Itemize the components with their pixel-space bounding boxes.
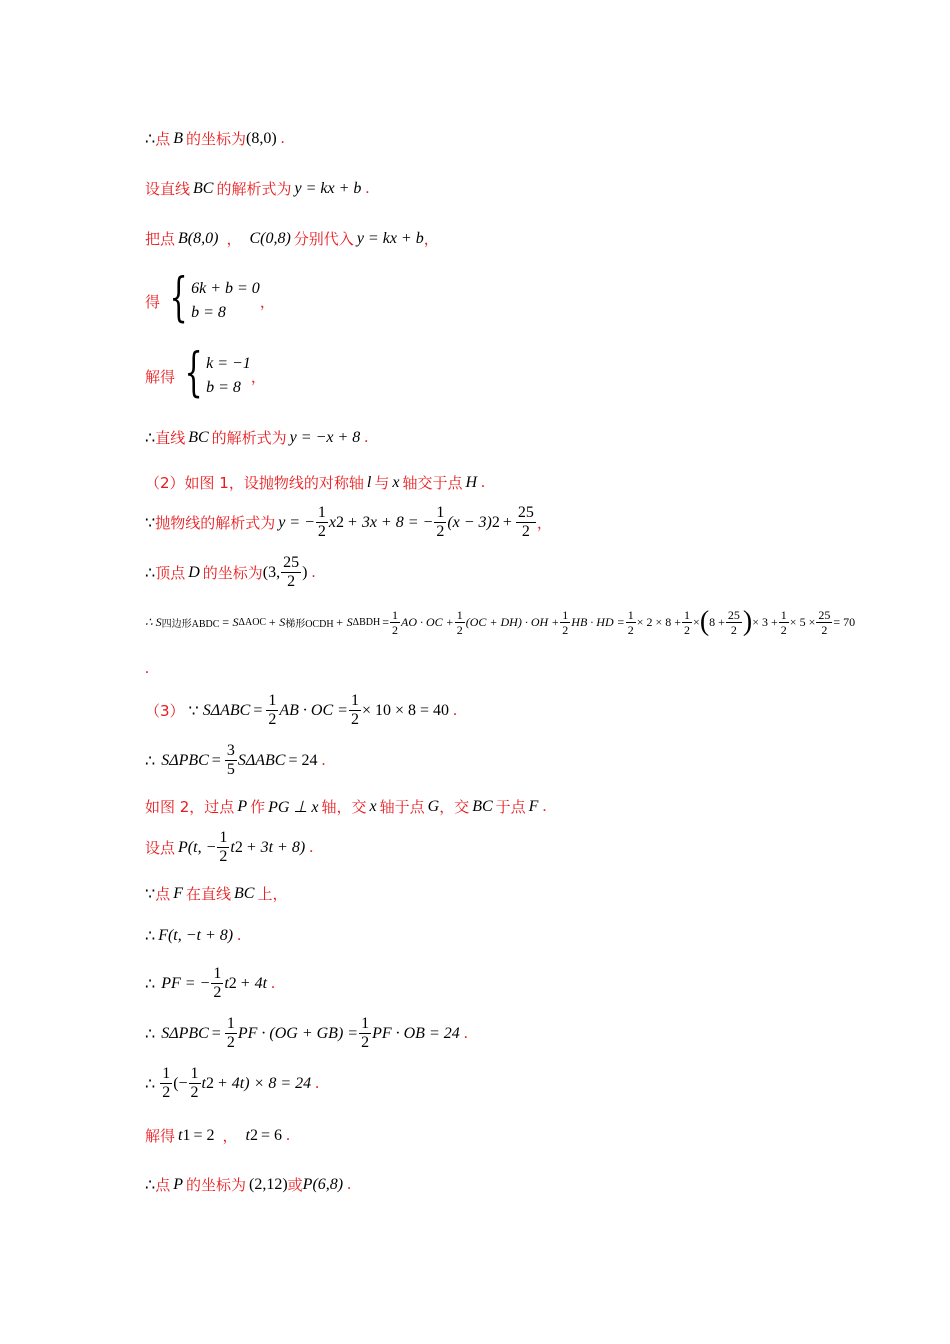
line-vertex-d: ∴ 顶点 D 的坐标为 (3, $\frac{25}{2}$ ) . [145, 554, 316, 590]
because-symbol: ∵ [145, 514, 156, 532]
right-paren: ) [742, 606, 753, 637]
line-area-sum: ∴ S 四边形ABDC = S ΔAOC + S 梯形OCDH + S ΔBDH = $\frac{1}{2}$ AO · OC + $\frac{1}{2}$ (OC + DH) · OH + $\frac{1}{2}$ HB · HD = $\frac{1}{2}$ × 2 × 8 + $\frac{1}{2}$ × ( 8 + $\frac{25}{2}$ ) × 3 + $\frac{1}{2}$ × 5 × $\frac{25}{2}$ = 70 [145, 606, 856, 637]
brace-symbol: { [169, 268, 188, 328]
line-f-coord: ∴ F(t, −t + 8) . [145, 927, 242, 945]
line-figure-2: 如图 2，过点 P 作 PG ⊥ x 轴，交 x 轴于点 G ，交 BC 于点 F . [145, 797, 547, 816]
line-s-pbc-pf: ∴ S ΔPBC = $\frac{1}{2}$ PF · (OG + GB) = $\frac{1}{2}$ PF · OB = 24 . [145, 1015, 468, 1051]
line-period: . [145, 660, 149, 677]
therefore-symbol: ∴ [145, 130, 156, 148]
line-p-coord: ∴ 点 P 的坐标为 (2,12) 或 P(6,8) . [145, 1175, 352, 1194]
line-set-p: 设点 P(t, − $\frac{1}{2}$ t 2 + 3t + 8) . [145, 829, 314, 865]
line-f-on-bc: ∵ 点 F 在直线 BC 上， [145, 884, 288, 903]
line-part-3: （3） ∵ S ΔABC = $\frac{1}{2}$ AB · OC = $\frac{1}{2}$ × 10 × 8 = 40 . [145, 692, 458, 728]
line-bc-result: ∴ 直线 BC 的解析式为 y = −x + 8 . [145, 428, 369, 447]
line-s-pbc: ∴ S ΔPBC = $\frac{3}{5}$ S ΔABC = 24 . [145, 742, 326, 778]
line-system-2: 解得 { k = −1 b = 8 ， [145, 343, 266, 403]
line-b-coordinate: ∴ 点 B 的坐标为 (8,0) . [145, 129, 285, 148]
line-solve-t: 解得 t 1 = 2 ， t 2 = 6 . [145, 1126, 290, 1145]
equation-system: { 6k + b = 0 b = 8 [169, 268, 260, 328]
line-system-1: 得 { 6k + b = 0 b = 8 ， [145, 268, 275, 328]
line-equation-t: ∴ $\frac{1}{2}$ (− $\frac{1}{2}$ t 2 + 4t) × 8 = 24 . [145, 1065, 320, 1101]
line-part-2: （2）如图 1，设抛物线的对称轴 l 与 x 轴交于点 H . [145, 473, 486, 492]
brace-symbol: { [184, 343, 203, 403]
line-set-bc: 设直线 BC 的解析式为 y = kx + b . [145, 179, 370, 198]
equation-system: { k = −1 b = 8 [184, 343, 251, 403]
left-paren: ( [699, 606, 710, 637]
line-pf: ∴ PF = − $\frac{1}{2}$ t 2 + 4t . [145, 965, 276, 1001]
line-substitute: 把点 B(8,0) ， C(0,8) 分别代入 y = kx + b ， [145, 229, 439, 248]
line-parabola-formula: ∵ 抛物线的解析式为 y = − $\frac{1}{2}$ x 2 + 3x + 8 = − $\frac{1}{2}$ (x − 3) 2 + $\frac{25}{2}$ ， [145, 504, 552, 540]
